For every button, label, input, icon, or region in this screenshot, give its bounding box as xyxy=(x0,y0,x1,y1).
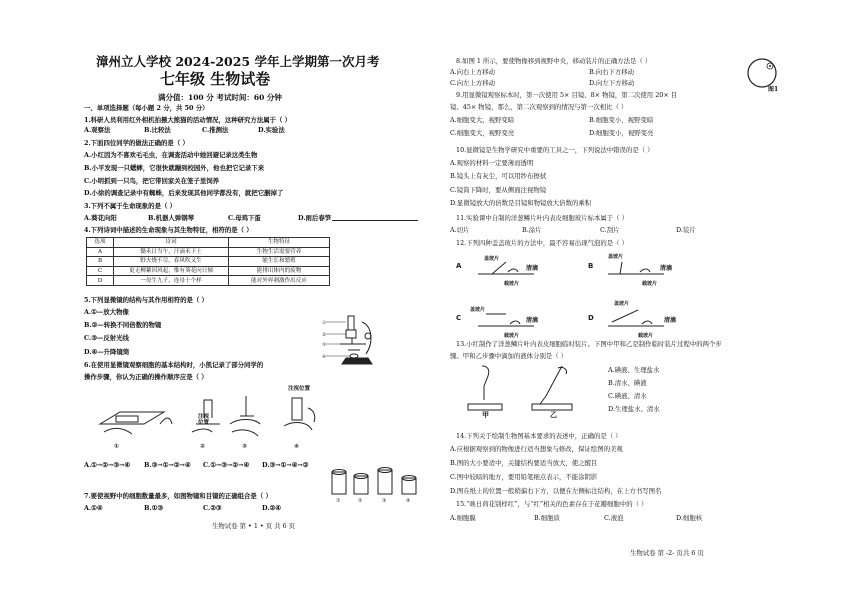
svg-text:④: ④ xyxy=(294,443,300,450)
figure-label: 载玻片 xyxy=(642,281,658,287)
option: C.液泡 xyxy=(604,514,624,522)
svg-text:④: ④ xyxy=(322,355,327,360)
figure-label: 乙 xyxy=(550,410,557,419)
option: C.刮片 xyxy=(600,226,620,234)
figure-label: 图1 xyxy=(768,86,779,93)
table-row xyxy=(87,257,330,267)
option: B.镜头上有灰尘，可以用纱布擦拭 xyxy=(450,172,547,180)
cover-slip-methods-figure xyxy=(456,250,716,346)
svg-text:①: ① xyxy=(114,443,120,450)
exam-info: 满分值：100 分 考试时间：60 分钟 xyxy=(158,93,282,102)
svg-text:②: ② xyxy=(358,498,363,504)
option: D.向左下方移动 xyxy=(589,79,635,87)
option: A.葵花向阳 xyxy=(84,214,117,222)
option: A.细胞膜 xyxy=(450,514,476,522)
table-cell: 生物生活需要营养 xyxy=(229,247,330,257)
figure-label: 甲 xyxy=(482,410,489,419)
table-cell: 能生长和繁殖 xyxy=(229,257,330,267)
page-footer: 生物试卷 第 • 1 • 页 共 6 页 xyxy=(212,522,296,530)
question-stem: 3.下列不属于生命现象的是（ ） xyxy=(84,202,176,210)
option: A.向右上方移动 xyxy=(450,68,495,76)
table-cell: D xyxy=(87,276,114,286)
question-stem-continued: 镜、45× 物镜，那么，第二次观察到的情况与第一次相比（ ） xyxy=(450,103,628,111)
figure-label: 清滴 xyxy=(660,265,673,272)
option: A.细胞变大，视野变暗 xyxy=(450,116,515,124)
question-stem: 2.下面四位同学的做法正确的是（ ） xyxy=(84,139,189,147)
figure-label: 盖玻片 xyxy=(470,307,486,313)
option: A.观察的材料一定要薄而透明 xyxy=(450,159,534,167)
option: B.细胞变小，视野变暗 xyxy=(589,116,654,124)
svg-text:②: ② xyxy=(200,443,206,450)
section-heading: 一、单项选择题（每小题 2 分，共 50 分） xyxy=(84,104,209,112)
table-cell: A xyxy=(87,247,114,257)
option: D.装片 xyxy=(676,226,696,234)
option: D.细胞核 xyxy=(676,514,703,522)
question-stem: 8.如图 1 所示，要使物像移到视野中央，移动装片的正确方法是（ ） xyxy=(456,57,652,65)
option: B.向右下方移动 xyxy=(589,68,635,76)
table-header-row xyxy=(87,238,330,248)
table-cell: 锄禾日当午，汗滴禾下土 xyxy=(114,247,229,257)
page-footer: 生物试卷 第 -2- 页共 6 页 xyxy=(630,549,704,557)
table-cell: 能对外界刺激作出反应 xyxy=(229,276,330,286)
question-stem: 14.下列关于绘制生物图基本要求的表述中，正确的是（ ） xyxy=(456,432,622,440)
svg-text:①: ① xyxy=(336,498,341,504)
option: B.比较法 xyxy=(144,126,171,134)
question-stem-continued: 操作步骤，你认为正确的操作顺序应是（ ） xyxy=(84,373,208,381)
option: D.图在纸上的位置一般稍偏右下方，以便在左侧标注结构，在上方书写图名 xyxy=(450,487,662,495)
option: C.细胞变大，视野变亮 xyxy=(450,129,515,137)
option: C.镜筒下降时，要从侧面注视物镜 xyxy=(450,186,547,194)
option: C.碘液、清水 xyxy=(608,392,647,400)
option: C.③—反射光线 xyxy=(84,334,129,342)
table-header-cell: 选项 xyxy=(87,238,114,248)
figure-label: 载玻片 xyxy=(638,333,654,339)
figure-label: 载玻片 xyxy=(504,281,520,287)
figure-label: 盖玻片 xyxy=(484,256,500,262)
figure-label: 清滴 xyxy=(526,317,539,324)
option: D.④—升降镜筒 xyxy=(84,348,130,356)
figure-label: 清滴 xyxy=(664,317,677,324)
option: A.切片 xyxy=(450,226,470,234)
svg-text:④: ④ xyxy=(406,498,411,504)
option: D.显微镜放大的倍数是目镜和物镜放大倍数的乘积 xyxy=(450,199,592,207)
option: D.小徐的调查记录中有蜘蛛，后来发现其他同学都没有，就把它删掉了 xyxy=(84,189,284,197)
table-row xyxy=(87,247,330,257)
option: A.①④ xyxy=(84,504,103,512)
option: A.小红因为不喜欢毛毛虫，在调查活动中她回避记录这类生物 xyxy=(84,151,258,159)
table-header-cell: 生物特征 xyxy=(229,238,330,248)
option: D.雨后春笋 xyxy=(298,214,332,222)
table-cell: 一母生九子，连母十个样 xyxy=(114,276,229,286)
option: B.涂片 xyxy=(522,226,542,234)
question-stem: 13.小红制作了洋葱鳞片叶内表皮细胞临时装片。下图中甲和乙是制作临时装片过程中的两个步 xyxy=(456,340,722,348)
svg-text:B: B xyxy=(588,262,594,270)
answer-line xyxy=(332,220,418,221)
option: A.碘液、生理盐水 xyxy=(608,366,660,374)
option: B.图的大小要适中，关键结构要适当放大，使之醒目 xyxy=(450,459,598,467)
table-row xyxy=(87,266,330,276)
question-stem: 7.要使视野中的细胞数量最多，如图物镜和目镜的正确组合是（ ） xyxy=(84,492,272,500)
figure-label: 注视位置 xyxy=(198,414,210,426)
svg-text:②: ② xyxy=(322,333,327,338)
svg-text:C: C xyxy=(456,314,462,322)
question-stem: 11.实验课中自制的洋葱鳞片叶内表皮细胞玻片标本属于（ ） xyxy=(456,214,628,222)
question-stem: 12.下列四种盖盖玻片的方法中，最不容易出现气泡的是（ ） xyxy=(456,239,628,247)
option: C.小明抓到一只鸟，把它带回家关在笼子里饲养 xyxy=(84,177,220,185)
option: C.②③ xyxy=(203,504,222,512)
exam-title: 漳州立人学校 2024-2025 学年上学期第一次月考 xyxy=(96,54,380,69)
option: C.母鸡下蛋 xyxy=(228,214,261,222)
option: B.①③ xyxy=(144,504,164,512)
option: B.细胞质 xyxy=(534,514,560,522)
exam-subtitle: 七年级 生物试卷 xyxy=(160,70,271,88)
figure-label: 注视位置 xyxy=(288,386,311,392)
svg-text:D: D xyxy=(588,314,594,322)
option: B.清水、碘液 xyxy=(608,379,647,387)
question-stem-continued: 骤。甲和乙步骤中滴加的液体分别是（ ） xyxy=(450,352,568,360)
poem-table xyxy=(86,237,330,286)
option: C.推测法 xyxy=(202,126,229,134)
microscope-steps-figure xyxy=(96,388,332,452)
option: C.向左上方移动 xyxy=(450,79,496,87)
question-stem: 9.用显微镜观察标本时，第一次使用 5× 目镜、8× 物镜，第二次使用 20× 目 xyxy=(456,91,678,99)
option: D.②④ xyxy=(262,504,281,512)
figure-label: 清滴 xyxy=(526,265,539,272)
question-stem: 10.显微镜是生物学研究中重要的工具之一，下列说法中错误的是（ ） xyxy=(456,146,654,154)
svg-text:③: ③ xyxy=(242,443,248,450)
table-cell: C xyxy=(87,266,114,276)
option: A.①—放大物像 xyxy=(84,308,129,316)
question-stem: 6.在使用显微镜观察细胞的基本结构时，小凯记录了部分同学的 xyxy=(84,361,264,369)
figure-label: 盖玻片 xyxy=(608,254,624,260)
question-stem: 4.下列诗词中描述的生命现象与其生物特征，相符的是（ ） xyxy=(84,226,253,234)
table-header-cell: 诗词 xyxy=(114,238,229,248)
exam-page-2 xyxy=(430,0,860,608)
option: B.机器人弹钢琴 xyxy=(148,214,194,222)
svg-text:③: ③ xyxy=(322,343,327,348)
option: A.①→②→③→④ xyxy=(84,461,131,469)
table-cell: 更无柳絮因风起，惟有葵花向日倾 xyxy=(114,266,229,276)
option: B.③→①→②→④ xyxy=(144,461,191,469)
question-stem: 5.下列显微镜的结构与其作用相符的是（ ） xyxy=(84,296,208,304)
option: C.①→③→②→④ xyxy=(203,461,250,469)
table-cell: B xyxy=(87,257,114,267)
lens-figure xyxy=(330,466,422,504)
figure-label: 载玻片 xyxy=(504,333,520,339)
option: A.观察法 xyxy=(84,126,111,134)
question-stem: 1.科研人员利用红外相机拍摄大熊猫的活动情况，这种研究方法属于（ ） xyxy=(84,116,292,124)
option: B.小平发现一只蟋蟀，它很快就蹦到校园外，他也把它记录下来 xyxy=(84,164,265,172)
option: D.细胞变小，视野变亮 xyxy=(589,129,654,137)
option: D.③→①→④→② xyxy=(262,461,309,469)
svg-text:③: ③ xyxy=(382,498,387,504)
figure-label: 盖玻片 xyxy=(614,301,630,307)
table-cell: 能排出体内的废物 xyxy=(229,266,330,276)
table-cell: 野火烧不尽，春风吹又生 xyxy=(114,257,229,267)
option: D.实验法 xyxy=(258,126,285,134)
question-stem: 15.“映日荷花别样红”，与“红”相关的色素存在于花瓣细胞中的（ ） xyxy=(456,500,648,508)
option: A.应根据观察到的物像进行适当想象与修改，保证绘图的美观 xyxy=(450,445,623,453)
svg-text:①: ① xyxy=(322,321,327,326)
option: D.生理盐水、清水 xyxy=(608,405,660,413)
microscope-figure xyxy=(322,314,382,370)
table-row xyxy=(87,276,330,286)
option: C.图中较暗的地方，要用铅笔细点表示，不能涂阴影 xyxy=(450,473,598,481)
option: B.②—转换不同倍数的物镜 xyxy=(84,321,162,329)
svg-text:A: A xyxy=(456,262,462,270)
